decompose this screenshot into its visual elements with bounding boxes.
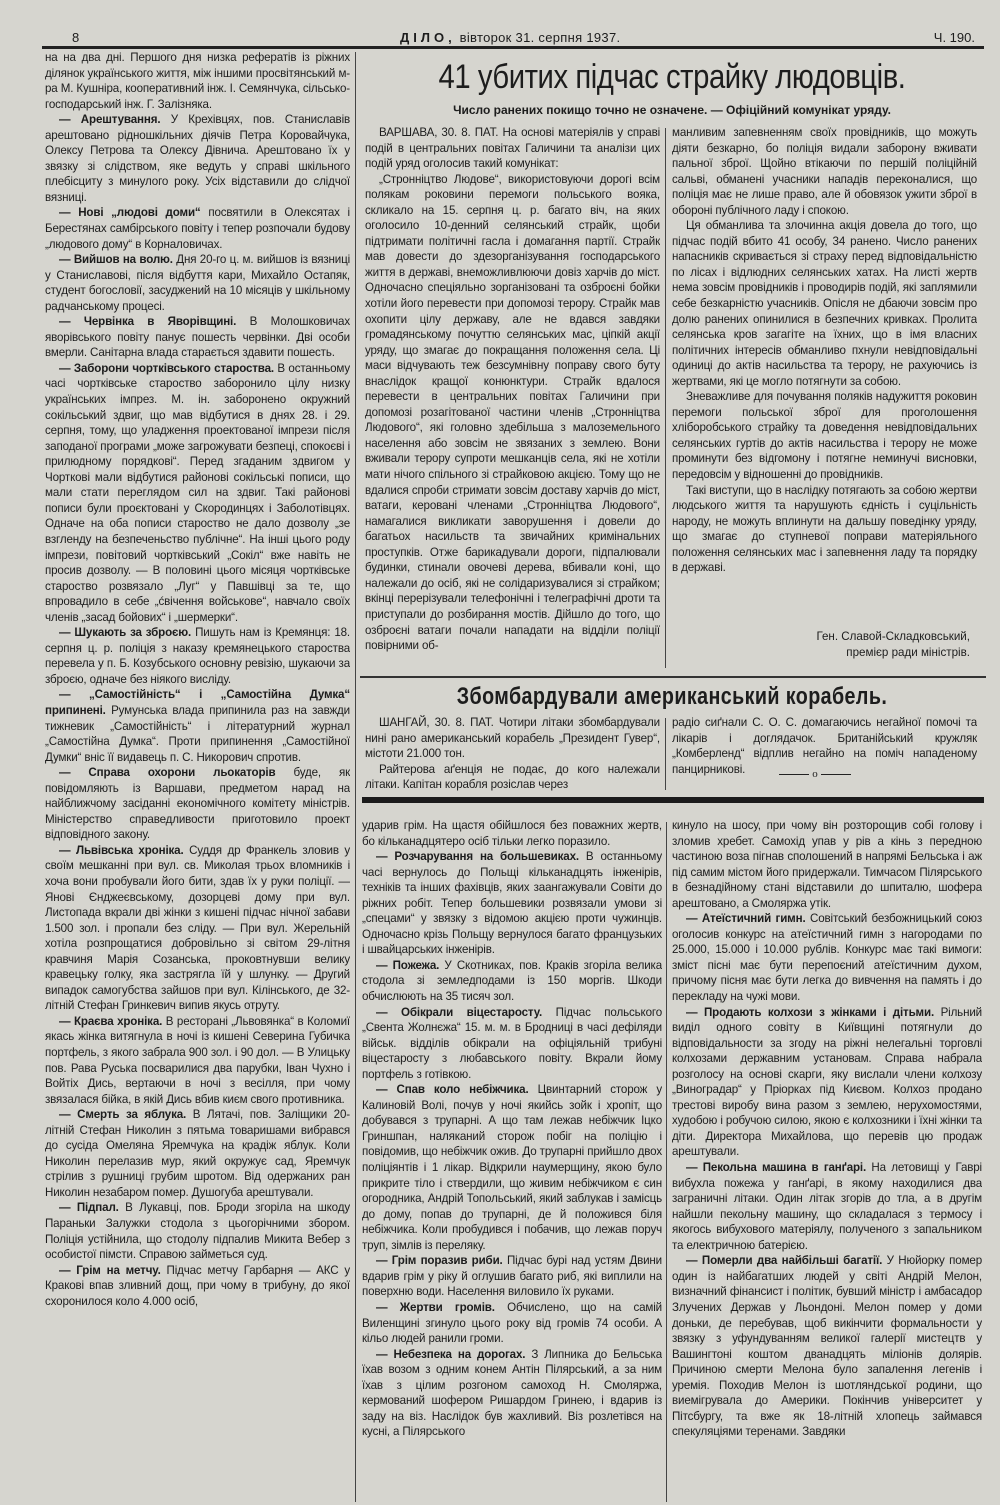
paragraph-lead: — Краєва хроніка. — [59, 1014, 163, 1028]
issue-date: вівторок 31. серпня 1937. — [459, 30, 621, 45]
page-number: 8 — [72, 30, 80, 45]
signature-name: Ген. Славой-Складковський, — [816, 630, 970, 643]
article-subheadline-strike: Число ранених покищо точно не означене. — Офіційний комунікат уряду. — [453, 103, 891, 117]
paragraph-lead: — Продають колхози з жінками і дітьми. — [686, 1005, 935, 1019]
paragraph — [45, 112, 350, 205]
paragraph-text: Совітський безбожницький союз оголосив конкурс на атеїстичний гимн з нагородами по 25.000, 15.000 і 10.000 рублів. Конкурс має такі вимоги: зміст пісні має бути перепоєний атеїстичним духом, причому пісня має бути легка до вивчення на память і до перекладу на чужі мови. — [672, 912, 982, 1004]
ship-article-col1 — [365, 715, 660, 795]
lower-col2 — [672, 818, 982, 1502]
paragraph-text: Підчас польського „Свента Жолнєжа“ 15. м. м. в Бродниці в часі дефіляди військ. відділів обікрали на офіціяльній трибуні віцестаросту з любавського повіту. Вкрали йому портфель з готівкою. — [362, 1005, 662, 1081]
paragraph-text: В Лукавці, пов. Броди згоріла на шкоду Параньки Залужки стодола з цьогорічними збором. Поліція устійнила, що стодолу підпалив Микита Вебер з особистої пімсти. Справою займеться суд. — [45, 1201, 350, 1262]
paragraph-text: Підчас бурі над устям Двини вдарив грім у ріку й оглушив багато риб, які виплили на поверхню води. Населення виловило їх руками. — [362, 1254, 662, 1299]
paragraph — [365, 125, 660, 172]
paragraph — [45, 765, 350, 843]
paragraph-text: На летовищі у Гаврі вибухла пожежа у ганґарі, в якому находилися два заграничні літаки. Один літак згорів до тла, а в другім найшли пекольну машину, що складалася з термосу і якогось вибухового матеріялу, полученого з запальником та електричною батерією. — [672, 1161, 982, 1252]
paragraph-text: В Лятачі, пов. Заліщики 20-літній Стефан Николин з пятьма товаришами вибрався до сусіда Омеляна Яремчука на крадіж яблук. Коли Николин перелазив мур, який окружує сад, Яремчук стрілив з рушниці грубим шротом. Від одержаних ран Николин незабаром помер. Душогуба арештували. — [45, 1108, 350, 1199]
paragraph-lead: — Спав коло небіжчика. — [376, 1083, 529, 1097]
paragraph-lead: — Підпал. — [59, 1201, 119, 1215]
paragraph — [672, 818, 982, 911]
paragraph — [672, 911, 982, 1004]
paragraph-lead: — Шукають за зброєю. — [59, 626, 192, 640]
paragraph-text: У Скотниках, пов. Краків згоріла велика стодола зі земледподами із 150 моргів. Шкоди обчислюють на 35 тисяч зол. — [362, 958, 662, 1004]
paragraph-text: ударив грім. На щастя обійшлося без поважних жертв, бо кільканадцятеро осіб тільки легко поразило. — [362, 819, 662, 848]
paragraph-lead: — Вийшов на волю. — [59, 253, 173, 267]
column-divider — [665, 718, 666, 790]
page-header — [40, 28, 985, 46]
paragraph-text: манливим запевненням своїх провідників, що можуть діяти безкарно, бо поліція видали заборону вживати пальної зброї. Щойно втікаючи по першій поліційній сальві, обманені учасники нападів переконалися, що поліція має не лише право, але й обовязок ужити зброї в обороні публічного ладу і спокою. — [672, 126, 977, 217]
paragraph — [45, 314, 350, 361]
paragraph — [365, 715, 660, 762]
paragraph-text: Ця обманлива та злочинна акція довела до того, що підчас подій вбито 41 особу, 34 ранено. Число ранених напасників скривається зі страху перед відповідальністю по лісах і відлюдних селянських хатах. На листі жертв нема зовсім провідників і проводирів подій, які заплямили себе безкарністю учасників. Опісля не дбаючи зовсім про долю ранених опинилися в безпечних кривках. Пролита селянська кров загагіте на їхних, що в імя власних політичних інтересів обманливо пхнули невідповідальні одиниці до актів насильства та терору, не рахуючись із жертвами, які це могло потягнути за собою. — [672, 219, 977, 388]
header-rule — [42, 46, 984, 49]
column-divider — [666, 822, 667, 1502]
paragraph — [45, 843, 350, 1014]
section-rule — [360, 676, 986, 678]
paragraph — [45, 252, 350, 314]
paragraph-text: Цвинтарний сторож у Калиновій Волі, почув у ночі якийсь зойк і хропіт, що добувався з трупарні. А що там лежав небіжчик Іцко Гриншпан, наляканий сторож побіг на поліцію і повідомив, що небіжчик ожив. До трупарні прийшло двох поліціянтів і 1 лікар. Відкрили наумерщину, якою було прикрите тіло і ствердили, що живим небіжчиком є син огородника, Андрій Топольський, який заблукав і замісць до дому, попав до трупарні, де й положився біля небіжчика. Коли пробудився і побачив, що лежав поруч труп, зімлів із переляку. — [362, 1083, 662, 1252]
paragraph-lead: — Червінка в Яворівщині. — [59, 315, 237, 329]
paragraph-lead: — Львівська хроніка. — [59, 843, 184, 857]
paragraph-text: Підчас метчу Гарбарня — АКС у Кракові впав зливний дощ, при чому в трибуну, до якої схоронилося коло 4.000 осіб, — [45, 1263, 350, 1308]
paragraph-lead: — Грім поразив риби. — [376, 1254, 503, 1268]
paragraph — [672, 125, 977, 218]
paragraph-lead: — Небезпека на дорогах. — [376, 1347, 526, 1361]
paragraph-lead: — Пожежа. — [376, 958, 440, 972]
paragraph — [45, 205, 350, 252]
paragraph — [45, 687, 350, 765]
paragraph — [45, 1107, 350, 1200]
paragraph-text: В ресторані „Львовянка“ в Коломиї якась жінка витягнула в ночі із кишені Северина Губичка портфель, з якого забрала 900 зол. і 90 дол. — В Улицьку пов. Рава Руська посварилися два парубки, Іван Чухно і Войтіх Дись, вертаючи в ночі з весілля, при чому звязалася бійка, в якій Дись вбив києм свого противника. — [45, 1014, 350, 1106]
paragraph-text: ВАРШАВА, 30. 8. ПАТ. На основі матеріялів у справі подій в центральних повітах Галичини та аналізи цих подій уряд оголосив такий комунікат: — [365, 126, 660, 171]
paragraph-text: Зневажливе для почування поляків надужиття роковин перемоги польської зброї для проголошення хліборобського страйку та доведення невідповідальних селянських гуртів до актів насильства і терору не може проминути без відгомону і потягне неминучі висновки, передовсім у відношенні до провідників. — [672, 390, 977, 482]
strike-article-col1 — [365, 125, 660, 670]
paragraph — [672, 218, 977, 389]
strike-article-col2 — [672, 125, 977, 630]
paragraph — [672, 1160, 982, 1253]
paragraph-lead: — Пекольна машина в ганґарі. — [686, 1161, 867, 1175]
paragraph-text: ШАНГАЙ, 30. 8. ПАТ. Чотири літаки збомбардували нині рано американський корабель „Президент Гувер“, містоти 21.000 тон. — [365, 716, 660, 761]
paragraph-text: В Молошковичах яворівського повіту панує пошесть червінки. Дві особи вмерли. Санітарна влада старається здавити пошесть. — [45, 315, 350, 360]
masthead — [400, 30, 620, 45]
paragraph — [45, 625, 350, 687]
paragraph-lead: — Обікрали віцестаросту. — [376, 1005, 543, 1019]
thick-section-rule — [362, 797, 984, 803]
paragraph — [45, 50, 350, 112]
paragraph-lead: — Грім на метчу. — [59, 1263, 161, 1277]
paragraph — [362, 1253, 662, 1300]
article-headline-strike: 41 убитих підчас страйку людовців. — [438, 58, 906, 96]
paragraph-text: радіо сиґнали С. О. С. домагаючись негайної помочі та лікарів і доглядачок. Британійський кружляк „Комберленд“ відплив негайно на поміч нападеному панцирникові. — [672, 716, 977, 776]
paragraph-lead: — Нові „людові доми“ — [59, 206, 201, 220]
left-column — [45, 50, 350, 1502]
paragraph-text: буде, як повідомляють із Варшави, предметом нарад на найближчому засіданні економічного комітету міністрів. Міністерство справедливости приготовило проект відповідного закону. — [45, 766, 350, 842]
paragraph-text: на на два дні. Першого дня низка рефератів із ріжних ділянок українського життя, між іншими просвітянський м-ра М. Кушніра, кооперативний інж. І. Семянчука, сільсько-господарський інж. Г. Залізняка. — [45, 51, 350, 111]
paragraph-text: „Стронніцтво Людове“, використовуючи дорогі всім полякам роковини перемоги польського вояка, скликало на 15. серпня ц. р. багато віч, на яких оголосило 10-денний селянський страйк, щоби підтримати політичні гасла і домагання партії. Страйк мав довести до здезорганізування господарського життя в державі, внеможливлюючи довіз харчів до міст. Одночасно спеціяльно зорганізовані та озброєні бойки хотіли його перевести при допомозі терору. Страйк мав охопити цілу державу, але не вдався завдяки громадянському почуттю селянських мас, ціпкій акції уряду, що змагає до покращання положення села. Ці маси відчувають теж безсумнівну поправу свого буту внаслідок кращої конюнктури. Страйк вдалося перевести в центральних повітах Галичини при допомозі розагітованої частини членів „Стронніцтва Людового“, які головно здебільша з малоземельного населення або зовсім не звязаних з землею. Вони вживали терору супроти мешканців села, які не хотіли мати нічого спільного зі страйковою акцією. Тому що не вдалися спроби стримати зовсім доставу харчів до міст, ватаги, керовані членами „Стронніцтва Людового“, намагалися викликати заворушення і довели до багатьох насильств та звичайних кримінальних проступків. Отже барикадували дороги, підпалювали будинки, стинали овочеві дерева, вбивали коні, що належали до осіб, які не солідаризувалися зі страйком; вкінці перерізували телефонічні і телеграфічні дроти та приступали до розбирання мостів. Дійшло до того, що озброєні ватаги почали нападати на відділи поліції повірними об- — [365, 172, 660, 653]
column-divider — [665, 128, 666, 668]
ornament-divider: o — [770, 768, 860, 780]
paragraph-text: Такі виступи, що в наслідку потягають за собою жертви людського життя та нарушують єдність і суцільність народу, не можуть вплинути на дальшу поведінку уряду, що змагає до ступневої поправи матеріяльного положення селянських мас і запевнення ладу та порядку в державі. — [672, 483, 977, 575]
paper-name: ДІЛО, — [400, 30, 456, 45]
paragraph-lead: — Арештування. — [59, 113, 161, 127]
paragraph — [45, 1014, 350, 1107]
paragraph-text: Румунська влада припинила раз на завжди тижневик „Самостійність“ і літературний журнал „Самостійна Думка“. Проти припинення „Самостійної Думки“ вніс її видавець п. С. Никорович спротив. — [45, 703, 350, 764]
article-headline-ship: Збомбардували американський корабель. — [456, 683, 888, 710]
issue-number: Ч. 190. — [933, 30, 975, 45]
paragraph-text: посвятили в Олексятах і Берестянах самбірського повіту і тепер розпочали будову „людового дому“ в Корналовичах. — [45, 206, 350, 251]
paragraph — [672, 1253, 982, 1440]
paragraph — [672, 1005, 982, 1160]
paragraph — [672, 483, 977, 576]
paragraph-text: Обчислено, що на самій Виленщині згинуло цього року від громів 74 особи. А кільо людей ранили громи. — [362, 1300, 662, 1346]
paragraph-text: Суддя др Франкель зловив у своїм мешканні при вул. св. Миколая трьох вломників і хоча вони пробували його бити, здав їх у руки поліції. — Янові Єнджеєвському, дозорцеві дому при вул. Листопада вкрали дві жінки з кишені підчас нічної забави 1.500 зол. і пропали без сліду. — При вул. Жерельній хотіла розпрощатися добровільно зі світом 29-літня кравчиня Марія Созанська, проковтнувши велику кравецьку голку, яка застрягла їй у шлунку. — Другий випадок самогубства зайшов при вул. Кілінського, де 32-літній Стефан Гринкевич випив якусь отруту. — [45, 843, 350, 1013]
paragraph-text: Райтерова аґенція не подає, до кого належали літаки. Капітан корабля розіслав через — [365, 762, 660, 792]
paragraph-text: кинуло на шосу, при чому він розторощив собі голову і зломив хребет. Самохід упав у рів а кінь з передною частиною воза пігнав сполошений в напрямі Бельська і аж під самим містом його придержали. Тимчасом Пілярського в безнадійному стані відставили до шпиталю, шофера арештовано, а Смоляржа утік. — [672, 819, 982, 910]
column-divider — [355, 52, 356, 1502]
paragraph — [365, 172, 660, 654]
signature-title: премієр ради міністрів. — [846, 646, 970, 659]
paragraph-lead: — Жертви громів. — [376, 1300, 495, 1314]
paragraph-text: Рільний виділ одного совіту в Київщині потягнули до відповідальности за згоду на ріжні нелегальні торговлі колхозами державним установам. Справа набрала розголосу на основі скарги, яку вислали члени колхозу „Виноградар“ у Пріорках під Києвом. Колхоз продано трестові виробу вина разом з землею, нерухомостями, худобою і робучою силою, якою є колхозники і їхні жінки та діти. Директора Михайлова, що перевів цю продаж арештували. — [672, 1005, 982, 1159]
paragraph-lead: — Справа охорони льокаторів — [59, 766, 276, 780]
paragraph-text: У Нюйорку помер один із найбагатших людей у світі Андрій Мелон, визначний фінансист і політик, бувший міністр і амбасадор Злучених Держав у Льондоні. Мелон помер у доми доньки, де перебував, щоб викінчити формальности у звязку з уфундуванням великої галерії мистецтв у Вашингтоні коштом дванадцять міліонів долярів. Причиною смерти Мелона було запалення легенів і уремія. Походив Мелон із шотляндської родини, що виемігрувала до Америки. Покінчив університет у Пітсбургу, та вже як 18-літній хлопець займався спекуляціями теренами. Завдяки — [672, 1254, 982, 1439]
paragraph-text: Пишуть нам із Кремянця: 18. серпня ц. р. поліція з наказу кремянецького староства перевела у п. Б. Козубського основну ревізію, шукаючи за зброєю, одначе без ніякого висліду. — [45, 626, 350, 686]
paragraph-text: У Крехівцях, пов. Станиславів арештовано рідношкільних діячів Петра Коровайчука, Олексу Петрова та Олексу Дівнича. Арештовано їх у звязку зі слідством, яке ведуть у справі шкільного плебісциту з минулого року. Усіх відставили до слідчої вязниці. — [45, 113, 350, 204]
paragraph — [672, 389, 977, 482]
paragraph — [362, 818, 662, 849]
paragraph — [45, 361, 350, 625]
paragraph-lead: — „Самостійність“ і „Самостійна Думка“ припинені. — [45, 688, 350, 717]
paragraph — [362, 958, 662, 1005]
paragraph — [362, 1005, 662, 1083]
paragraph — [362, 1347, 662, 1440]
paragraph — [365, 762, 660, 793]
paragraph — [45, 1263, 350, 1310]
paragraph-text: Дня 20-го ц. м. вийшов із вязниці у Станиславові, після відбуття кари, Михайло Остапяк, студент богословії, засуджений на 10 місяців у шкільному радчанському процесі. — [45, 253, 350, 313]
paragraph-lead: — Заборони чортківського староства. — [59, 361, 274, 375]
paragraph-lead: — Атеїстичний гимн. — [686, 912, 806, 926]
paragraph-text: В останньому часі чортківське староство заборонило цілу низку українських імпрез. М. ін. заборонено окружний сокільський здвиг, що мав відбутися в днях 28. і 29. серпня, тому, що уладження проектованої імпрези після заподаної програми „може загрожувати безпеці, спокоєві і прилюдному порядкові“. Перед згаданим здвигом у Чорткові мали відбутися районові сокільські пописи, що мали стати переглядом сил на здвиг. Такі районові пописи були проєктовані у Скородинцях і Заболотівцях. Одначе на оба пописи староство не дало дозволу „зе взгленду на безпеченьство публічне“. На інші цього роду імпрези, повітовий чортківський „Сокіл“ вже навіть не просив дозволу. — В половині цього місяця чортківське староство розвязало „Луг“ у Павшівці за те, що впровадило в себе „ćвічення войськове“, навчало своїх членів „засад бойових“ і „шермерки“. — [45, 361, 350, 624]
paragraph — [362, 1300, 662, 1347]
paragraph-lead: — Смерть за яблука. — [59, 1108, 187, 1122]
lower-col1 — [362, 818, 662, 1502]
paragraph — [362, 849, 662, 958]
paragraph-lead: — Померли два найбільші багатії. — [686, 1254, 883, 1268]
paragraph-lead: — Розчарування на большевиках. — [376, 850, 579, 864]
paragraph-text: В останньому часі вернулось до Польщі кільканадцять інженірів, техніків та інших фахівців, яких заангажували Совіти до ріжних робіт. Тепер большевики розвязали умови зі „спецами“ у звязку з відомою акцією проти чужинців. Одночасно крізь Польщу вернулося багато французьких і швайцарських інженірів. — [362, 850, 662, 957]
paragraph — [45, 1200, 350, 1262]
paragraph-text: З Липника до Бельська їхав возом з одним конем Антін Пілярський, а за ним їхав з цілим розгоном самоход Н. Смоляржа, кермований шофером Ришардом Гринею, і вдарив із заду на віз. Наслідок був жахливий. Віз розлетівся на кусні, а Пілярського — [362, 1347, 662, 1439]
paragraph — [362, 1082, 662, 1253]
